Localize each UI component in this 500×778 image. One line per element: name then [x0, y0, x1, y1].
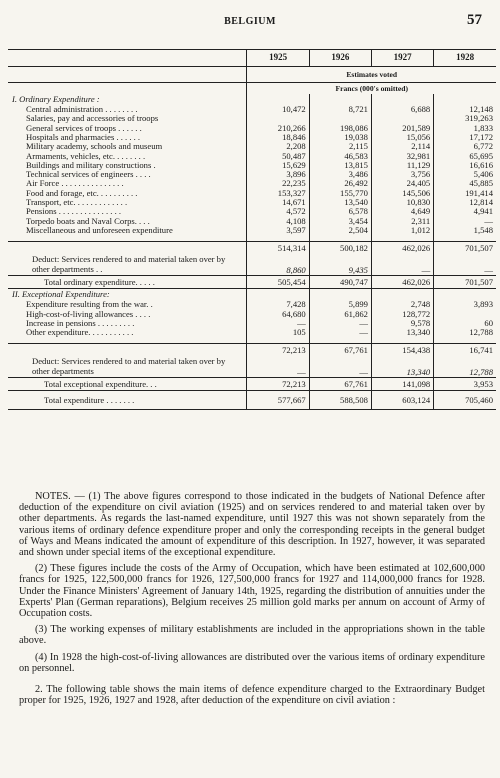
row-value: 11,129 [371, 161, 433, 170]
row-value: 15,056 [371, 133, 433, 142]
table-row [8, 328, 496, 337]
row-value: 128,772 [371, 309, 433, 318]
paragraph-2: 2. The following table shows the main items of defence expenditure charged to the Extraordinary Budget proper for 1925, 1926, 1927 and 1928, after deduction of the expenditure on civil aviation : [19, 684, 485, 707]
row-value: 2,504 [309, 226, 371, 235]
row-value: 32,981 [371, 151, 433, 160]
row-value: 5,406 [434, 170, 496, 179]
table-row [8, 319, 496, 328]
row-value: 6,578 [309, 207, 371, 216]
row-value: 3,896 [247, 170, 309, 179]
row-value: 9,578 [371, 319, 433, 328]
section1-items [8, 105, 496, 235]
total-ordinary-row [8, 276, 496, 289]
table-row [8, 189, 496, 198]
row-value: 1,548 [434, 226, 496, 235]
deduct-label: Deduct: Services rendered to and material taken over by other departments . . [32, 254, 226, 274]
subtotal-label [8, 242, 247, 255]
empty-cell [434, 289, 496, 301]
year-header: 1927 [371, 50, 433, 67]
row-label: Expenditure resulting from the war. . [26, 300, 153, 310]
row-value: 3,486 [309, 170, 371, 179]
row-value: 4,941 [434, 207, 496, 216]
empty-cell [309, 94, 371, 105]
total-exceptional-row [8, 378, 496, 391]
deduct-label: Deduct: Services rendered to and material taken over by other departments [32, 356, 226, 376]
row-value: 12,148 [434, 105, 496, 114]
total-value: 3,953 [434, 378, 496, 391]
row-value: 153,327 [247, 189, 309, 198]
page-number: 57 [467, 12, 482, 28]
grand-total-value: 577,667 [247, 391, 309, 410]
row-value: 201,589 [371, 124, 433, 133]
row-value: 198,086 [309, 124, 371, 133]
table-row [8, 309, 496, 318]
row-value [247, 114, 309, 123]
row-value: 19,038 [309, 133, 371, 142]
row-value: 3,454 [309, 217, 371, 226]
empty-cell [434, 94, 496, 105]
total-value: 701,507 [434, 276, 496, 289]
grand-total-row [8, 391, 496, 410]
row-label: Technical services of engineers . . . . [26, 170, 151, 180]
subtotal-label [8, 344, 247, 357]
row-value: 4,649 [371, 207, 433, 216]
table-row [8, 226, 496, 235]
year-header: 1925 [247, 50, 309, 67]
budget-table [8, 49, 496, 410]
year-header-row [8, 50, 496, 67]
deduct-value: 9,435 [309, 254, 371, 276]
header-blank [8, 83, 247, 95]
subtotal-value: 154,438 [371, 344, 433, 357]
row-value: 61,862 [309, 309, 371, 318]
deduct-value: 13,340 [371, 356, 433, 378]
units-label: Francs (000's omitted) [247, 83, 496, 95]
total-value: 505,454 [247, 276, 309, 289]
row-value: 4,572 [247, 207, 309, 216]
row-label: General services of troops . . . . . . [26, 123, 142, 133]
grand-total-value: 705,460 [434, 391, 496, 410]
subtotal-value: 67,761 [309, 344, 371, 357]
grand-total-value: 603,124 [371, 391, 433, 410]
grand-total-label: Total expenditure . . . . . . . [8, 391, 247, 410]
total-value: 72,213 [247, 378, 309, 391]
row-label: Armaments, vehicles, etc. . . . . . . . [26, 151, 146, 161]
row-value: 22,235 [247, 179, 309, 188]
note-4: (4) In 1928 the high-cost-of-living allowances are distributed over the various items of ordinary expenditure on personnel. [19, 651, 485, 674]
deduct-value: — [309, 356, 371, 378]
table-row [8, 161, 496, 170]
year-header: 1928 [434, 50, 496, 67]
row-value: 14,671 [247, 198, 309, 207]
table-row [8, 142, 496, 151]
row-label: Transport, etc. . . . . . . . . . . . . [26, 197, 128, 208]
table-row [8, 207, 496, 216]
empty-cell [247, 289, 309, 301]
row-value: 65,695 [434, 151, 496, 160]
deduct-row [8, 254, 496, 276]
row-value: 191,414 [434, 189, 496, 198]
row-value: 6,772 [434, 142, 496, 151]
subtotal-value: 462,026 [371, 242, 433, 255]
row-label: Salaries, pay and accessories of troops [26, 114, 159, 124]
row-label: Other expenditure. . . . . . . . . . . [26, 328, 134, 338]
row-value: 15,629 [247, 161, 309, 170]
year-header: 1926 [309, 50, 371, 67]
table-row [8, 198, 496, 207]
section2-items [8, 300, 496, 337]
row-value: 155,770 [309, 189, 371, 198]
total-value: 67,761 [309, 378, 371, 391]
subtotal-value: 701,507 [434, 242, 496, 255]
row-label: Military academy, schools and museum [26, 142, 163, 152]
empty-cell [309, 289, 371, 301]
row-label: Food and forage, etc. . . . . . . . . . [26, 188, 138, 198]
table-row [8, 133, 496, 142]
row-label: Buildings and military constructions . [26, 160, 156, 170]
running-title: BELGIUM [224, 16, 276, 27]
table-row [8, 114, 496, 123]
row-value: — [309, 328, 371, 337]
row-value: 13,540 [309, 198, 371, 207]
subtotal-row [8, 344, 496, 357]
row-label: High-cost-of-living allowances . . . . [26, 309, 151, 319]
subtotal-value: 514,314 [247, 242, 309, 255]
page-header [0, 14, 500, 34]
row-value: 16,616 [434, 161, 496, 170]
row-value: 64,680 [247, 309, 309, 318]
total-value: 141,098 [371, 378, 433, 391]
row-value: 105 [247, 328, 309, 337]
row-value: 5,899 [309, 300, 371, 309]
empty-cell [371, 289, 433, 301]
row-value: 7,428 [247, 300, 309, 309]
deduct-value: — [434, 254, 496, 276]
row-value: 145,506 [371, 189, 433, 198]
row-value: 2,208 [247, 142, 309, 151]
row-label: Air Force . . . . . . . . . . . . . . . [26, 179, 124, 189]
table-row [8, 179, 496, 188]
note-1: NOTES. — (1) The above figures correspond to those indicated in the budgets of National Defence after deduction of the expenditure on civil aviation (1925) and on services rendered to and material taken over by other departments. As regards the last-named expenditure, until 1927 this was not shown separately from the various items of ordinary defence expenditure proper and only the corresponding receipts in the general budget of Ways and Means indicated the amount of expenditure of this description. In 1927, however, it was separated and shown under special items of the exceptional expenditure. [19, 491, 485, 559]
empty-cell [371, 94, 433, 105]
subtotal-value: 500,182 [309, 242, 371, 255]
row-value: 12,788 [434, 328, 496, 337]
deduct-value: 12,788 [434, 356, 496, 378]
row-label: Increase in pensions . . . . . . . . . [26, 318, 135, 328]
row-value: 3,893 [434, 300, 496, 309]
row-value: 18,846 [247, 133, 309, 142]
deduct-value: — [247, 356, 309, 378]
row-value: 210,266 [247, 124, 309, 133]
section-heading-row [8, 94, 496, 105]
row-label: Miscellaneous and unforeseen expenditure [26, 225, 173, 235]
row-value: 13,340 [371, 328, 433, 337]
row-value: — [434, 217, 496, 226]
note-2: (2) These figures include the costs of the Army of Occupation, which have been estimated at 102,600,000 francs for 1925, 122,500,000 francs for 1926, 127,500,000 francs for 1927 and 114,000,000 francs for 1928. Under the Finance Ministers' Agreement of January 14th, 1925, regarding the distribution of annuities under the Experts' Plan (German reparations), Belgium receives 25 million gold marks per annum on account of Army of Occupation costs. [19, 563, 485, 620]
row-value: 10,472 [247, 105, 309, 114]
row-value: 2,115 [309, 142, 371, 151]
table-row [8, 151, 496, 160]
row-value: 45,885 [434, 179, 496, 188]
row-value: 8,721 [309, 105, 371, 114]
row-value: — [247, 319, 309, 328]
row-value: — [309, 319, 371, 328]
row-value: 50,487 [247, 151, 309, 160]
estimates-label: Estimates voted [247, 67, 496, 83]
deduct-value: 8,860 [247, 254, 309, 276]
table-row [8, 217, 496, 226]
row-value: 3,756 [371, 170, 433, 179]
row-value: 319,263 [434, 114, 496, 123]
row-value: 3,597 [247, 226, 309, 235]
table-row [8, 170, 496, 179]
row-value: 13,815 [309, 161, 371, 170]
row-value: 17,172 [434, 133, 496, 142]
section-heading-row [8, 289, 496, 301]
row-value: 2,114 [371, 142, 433, 151]
row-value: 60 [434, 319, 496, 328]
row-value: 26,492 [309, 179, 371, 188]
header-blank [8, 50, 247, 67]
row-label: Torpedo boats and Naval Corps. . . . [26, 216, 150, 226]
row-label: Central administration . . . . . . . . [26, 105, 138, 115]
row-value: 6,688 [371, 105, 433, 114]
section-heading: I. Ordinary Expenditure : [12, 94, 100, 104]
total-value: 462,026 [371, 276, 433, 289]
row-value [371, 114, 433, 123]
row-label: Hospitals and pharmacies . . . . . . [26, 132, 141, 142]
grand-total-value: 588,508 [309, 391, 371, 410]
estimates-row [8, 67, 496, 83]
deduct-value: — [371, 254, 433, 276]
empty-cell [247, 94, 309, 105]
total-exceptional-label: Total exceptional expenditure. . . [8, 378, 247, 391]
row-label: Pensions . . . . . . . . . . . . . . . [26, 207, 122, 217]
total-value: 490,747 [309, 276, 371, 289]
row-value: 4,108 [247, 217, 309, 226]
subtotal-value: 16,741 [434, 344, 496, 357]
row-value: 12,814 [434, 198, 496, 207]
row-value: 10,830 [371, 198, 433, 207]
subtotal-value: 72,213 [247, 344, 309, 357]
section-heading: II. Exceptional Expenditure: [8, 289, 247, 301]
deduct-row [8, 356, 496, 378]
row-value: 46,583 [309, 151, 371, 160]
row-value: 2,748 [371, 300, 433, 309]
row-value: 1,012 [371, 226, 433, 235]
header-blank [8, 67, 247, 83]
table-row [8, 300, 496, 309]
total-ordinary-label: Total ordinary expenditure. . . . . [8, 276, 247, 289]
row-value: 24,405 [371, 179, 433, 188]
row-value [309, 114, 371, 123]
units-row [8, 83, 496, 95]
row-value: 2,311 [371, 217, 433, 226]
table-row [8, 105, 496, 114]
subtotal-row [8, 242, 496, 255]
row-value: 1,833 [434, 124, 496, 133]
note-3: (3) The working expenses of military establishments are included in the appropriations shown in the table above. [19, 624, 485, 647]
table-row [8, 124, 496, 133]
notes-section [19, 491, 485, 711]
row-value [434, 309, 496, 318]
